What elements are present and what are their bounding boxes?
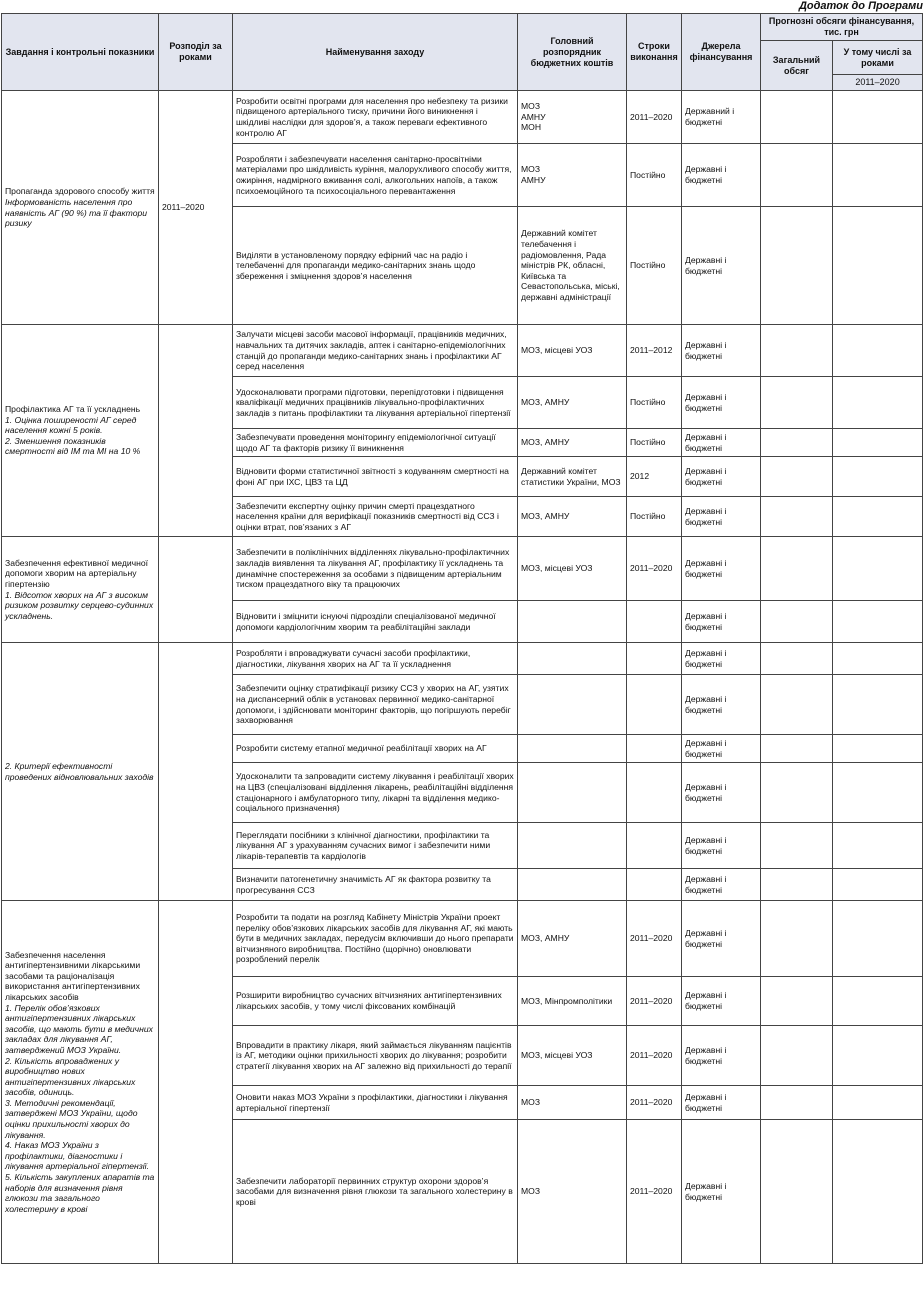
task-title: Пропаганда здорового способу життя [5, 186, 155, 197]
source-cell: Державні і бюджетні [682, 144, 761, 207]
year-amount-cell [833, 869, 923, 901]
measure-cell: Розробити та подати на розгляд Кабінету Міністрів України проект переліку обов’язкових лікарських засобів для лікування АГ, які мають бути в медичних закладах, передусім включивши до нього препарати вітчизняного виробництва. Постійно (щорічно) оновлювати розроблений перелік [233, 901, 518, 977]
deadline-cell: Постійно [627, 207, 682, 325]
task-cell [2, 325, 159, 537]
manager-cell: МОЗ [518, 1120, 627, 1264]
task-indicator: 2. Кількість впроваджених у виробництво нових антигіпертензивних лікарських засобів, одиниць. [5, 1055, 136, 1098]
task-cell [2, 537, 159, 643]
manager-cell: МОЗ, АМНУ [518, 377, 627, 429]
deadline-cell [627, 869, 682, 901]
manager-cell: МОЗ, місцеві УОЗ [518, 325, 627, 377]
deadline-cell: 2011–2012 [627, 325, 682, 377]
total-cell [761, 601, 833, 643]
source-cell: Державні і бюджетні [682, 1026, 761, 1086]
year-amount-cell [833, 823, 923, 869]
total-cell [761, 325, 833, 377]
task-indicator: 2. Критерії ефективності проведених відновлювальних заходів [5, 760, 154, 782]
manager-cell: МОЗ [518, 1086, 627, 1120]
source-cell: Державні і бюджетні [682, 823, 761, 869]
source-cell: Державні і бюджетні [682, 429, 761, 457]
task-title: Забезпечення населення антигіпертензивними лікарськими засобами та раціоналізація використання антигіпертензивних лікарських засобів [5, 949, 141, 1002]
measure-cell: Виділяти в установленому порядку ефірний час на радіо і телебаченні для пропаганди медико-санітарних знань щодо збереження і зміцнення здоров’я населення [233, 207, 518, 325]
deadline-cell: 2011–2020 [627, 1086, 682, 1120]
measure-cell: Розширити виробництво сучасних вітчизняних антигіпертензивних лікарських засобів, у тому числі фіксованих комбінацій [233, 977, 518, 1026]
total-cell [761, 1086, 833, 1120]
period-cell [159, 325, 233, 537]
source-cell: Державні і бюджетні [682, 977, 761, 1026]
total-cell [761, 763, 833, 823]
manager-cell [518, 763, 627, 823]
total-cell [761, 675, 833, 735]
period-cell: 2011–2020 [159, 91, 233, 325]
manager-cell [518, 823, 627, 869]
year-amount-cell [833, 377, 923, 429]
header-manager: Головний розпорядник бюджетних коштів [518, 14, 627, 91]
total-cell [761, 144, 833, 207]
manager-cell: МОЗ, Мінпромполітики [518, 977, 627, 1026]
total-cell [761, 901, 833, 977]
source-cell: Державні і бюджетні [682, 497, 761, 537]
table-header [2, 14, 923, 91]
task-cell [2, 91, 159, 325]
source-cell: Державні і бюджетні [682, 901, 761, 977]
source-cell: Державні і бюджетні [682, 537, 761, 601]
task-indicator: Інформованість населення про наявність АГ (90 %) та її фактори ризику [5, 196, 148, 229]
total-cell [761, 457, 833, 497]
table-row [2, 325, 923, 377]
deadline-cell: Постійно [627, 144, 682, 207]
source-cell: Державні і бюджетні [682, 735, 761, 763]
manager-cell [518, 869, 627, 901]
deadline-cell: 2011–2020 [627, 1120, 682, 1264]
manager-cell [518, 643, 627, 675]
task-title: Забезпечення ефективної медичної допомоги хворим на артеріальну гіпертензію [5, 557, 149, 589]
measure-cell: Удосконалювати програми підготовки, перепідготовки і підвищення кваліфікації медичних працівників лікувально-профілактичних закладів з питань профілактики та лікування артеріальної гіпертензії [233, 377, 518, 429]
source-cell: Державний і бюджетні [682, 91, 761, 144]
total-cell [761, 91, 833, 144]
task-cell [2, 643, 159, 901]
header-year-range: 2011–2020 [833, 75, 923, 91]
appendix-note: Додаток до Програми [798, 0, 923, 12]
year-amount-cell [833, 325, 923, 377]
manager-cell [518, 675, 627, 735]
total-cell [761, 1026, 833, 1086]
manager-cell: МОЗ АМНУ [518, 144, 627, 207]
manager-cell [518, 601, 627, 643]
task-indicator: 1. Оцінка поширеності АГ серед населення кожні 5 років. [5, 414, 137, 436]
table-row [2, 643, 923, 675]
manager-cell: МОЗ АМНУ МОН [518, 91, 627, 144]
header-total: Загальний обсяг [761, 41, 833, 91]
source-cell: Державні і бюджетні [682, 457, 761, 497]
table-body [2, 91, 923, 1264]
year-amount-cell [833, 901, 923, 977]
total-cell [761, 497, 833, 537]
measure-cell: Залучати місцеві засоби масової інформації, працівників медичних, навчальних та дитячих закладів, аптек і санітарно-епідеміологічних станцій до пропаганди медико-санітарних знань і профілактики АГ серед населення [233, 325, 518, 377]
deadline-cell [627, 601, 682, 643]
year-amount-cell [833, 207, 923, 325]
measure-cell: Визначити патогенетичну значимість АГ як фактора розвитку та прогресування ССЗ [233, 869, 518, 901]
year-amount-cell [833, 643, 923, 675]
deadline-cell [627, 735, 682, 763]
year-amount-cell [833, 537, 923, 601]
measure-cell: Розробити освітні програми для населення про небезпеку та ризики підвищеного артеріального тиску, причини його виникнення і шкідливі наслідки для здоров’я, а також переваги ефективного контролю АГ [233, 91, 518, 144]
deadline-cell [627, 675, 682, 735]
task-indicator: 2. Зменшення показників смертності від ІМ та МІ на 10 % [5, 435, 141, 457]
manager-cell: Державний комітет телебачення і радіомовлення, Рада міністрів РК, обласні, Київська та Севастопольська, міські, державні адміністрації [518, 207, 627, 325]
measure-cell: Відновити і зміцнити існуючі підрозділи спеціалізованої медичної допомоги кардіологічним хворим та реабілітаційні заклади [233, 601, 518, 643]
total-cell [761, 869, 833, 901]
total-cell [761, 207, 833, 325]
header-source: Джерела фінансування [682, 14, 761, 91]
manager-cell: МОЗ, АМНУ [518, 429, 627, 457]
manager-cell: МОЗ, АМНУ [518, 497, 627, 537]
header-including: У тому числі за роками [833, 41, 923, 75]
program-table [1, 13, 923, 1264]
total-cell [761, 823, 833, 869]
deadline-cell: Постійно [627, 497, 682, 537]
measure-cell: Забезпечити оцінку стратифікації ризику ССЗ у хворих на АГ, узятих на диспансерний облік в установах первинної медико-санітарної допомоги, і здійснювати моніторинг факторів, що погіршують перебіг захворювання [233, 675, 518, 735]
manager-cell: Державний комітет статистики України, МОЗ [518, 457, 627, 497]
manager-cell: МОЗ, місцеві УОЗ [518, 1026, 627, 1086]
source-cell: Державні і бюджетні [682, 869, 761, 901]
year-amount-cell [833, 1120, 923, 1264]
total-cell [761, 735, 833, 763]
year-amount-cell [833, 1086, 923, 1120]
manager-cell [518, 735, 627, 763]
measure-cell: Забезпечити в поліклінічних відділеннях лікувально-профілактичних закладів виявлення та лікування АГ, профілактику її ускладнень та динамічне спостереження за особами з підвищеним артеріальним тиском працездатного віку та працюючих [233, 537, 518, 601]
deadline-cell: 2011–2020 [627, 91, 682, 144]
measure-cell: Впровадити в практику лікаря, який займається лікуванням пацієнтів із АГ, методики оцінки прихильності хворих до лікування; розробити стратегії лікування хворих на АГ залежно від прихильності до терапії [233, 1026, 518, 1086]
year-amount-cell [833, 601, 923, 643]
task-indicator: 1. Перелік обов’язкових антигіпертензивних лікарських засобів, що мають бути в медичних закладах для лікування АГ, затверджений МОЗ України. [5, 1002, 153, 1055]
deadline-cell: 2011–2020 [627, 901, 682, 977]
total-cell [761, 643, 833, 675]
task-indicator: 4. Наказ МОЗ України з профілактики, діагностики і лікування артеріальної гіпертензії. [5, 1140, 149, 1172]
deadline-cell [627, 643, 682, 675]
source-cell: Державні і бюджетні [682, 325, 761, 377]
year-amount-cell [833, 675, 923, 735]
deadline-cell: Постійно [627, 377, 682, 429]
table-row [2, 901, 923, 977]
source-cell: Державні і бюджетні [682, 601, 761, 643]
source-cell: Державні і бюджетні [682, 377, 761, 429]
year-amount-cell [833, 429, 923, 457]
year-amount-cell [833, 763, 923, 823]
deadline-cell: Постійно [627, 429, 682, 457]
period-cell [159, 901, 233, 1264]
source-cell: Державні і бюджетні [682, 1120, 761, 1264]
measure-cell: Розробляти і впроваджувати сучасні засоби профілактики, діагностики, лікування хворих на АГ та її ускладнення [233, 643, 518, 675]
measure-cell: Розробляти і забезпечувати населення санітарно-просвітніми матеріалами про шкідливість куріння, малорухливого способу життя, ожиріння, надмірного вживання солі, алкогольних напоїв, а також психоемоційного та психосоціального перевантаження [233, 144, 518, 207]
measure-cell: Забезпечувати проведення моніторингу епідеміологічної ситуації щодо АГ та факторів ризику її виникнення [233, 429, 518, 457]
manager-cell: МОЗ, АМНУ [518, 901, 627, 977]
total-cell [761, 1120, 833, 1264]
deadline-cell [627, 763, 682, 823]
year-amount-cell [833, 144, 923, 207]
measure-cell: Оновити наказ МОЗ України з профілактики, діагностики і лікування артеріальної гіпертензії [233, 1086, 518, 1120]
measure-cell: Удосконалити та запровадити систему лікування і реабілітації хворих на ЦВЗ (спеціалізовані відділення лікарень, реабілітаційні відділення стаціонарного і амбулаторного типу, лікарні та відділення медико-соціального призначення) [233, 763, 518, 823]
measure-cell: Забезпечити лабораторії первинних структур охорони здоров’я засобами для визначення рівня глюкози та загального холестерину в крові [233, 1120, 518, 1264]
period-cell [159, 643, 233, 901]
total-cell [761, 537, 833, 601]
deadline-cell: 2012 [627, 457, 682, 497]
measure-cell: Розробити систему етапної медичної реабілітації хворих на АГ [233, 735, 518, 763]
year-amount-cell [833, 977, 923, 1026]
table-row [2, 537, 923, 601]
header-deadline: Строки виконання [627, 14, 682, 91]
task-cell [2, 901, 159, 1264]
year-amount-cell [833, 91, 923, 144]
source-cell: Державні і бюджетні [682, 1086, 761, 1120]
year-amount-cell [833, 457, 923, 497]
task-indicator: 1. Відсоток хворих на АГ з високим ризиком розвитку серцево-судинних ускладнень. [5, 589, 154, 621]
source-cell: Державні і бюджетні [682, 207, 761, 325]
task-indicator: 3. Методичні рекомендації, затверджені МОЗ України, щодо оцінки прихильності хворих до лікування. [5, 1097, 138, 1140]
task-title: Профілактика АГ та її ускладнень [5, 404, 141, 415]
header-task: Завдання і контрольні показники [2, 14, 159, 91]
measure-cell: Відновити форми статистичної звітності з кодуванням смертності на фоні АГ при ІХС, ЦВЗ та ЦД [233, 457, 518, 497]
table-row [2, 91, 923, 144]
year-amount-cell [833, 735, 923, 763]
source-cell: Державні і бюджетні [682, 675, 761, 735]
source-cell: Державні і бюджетні [682, 643, 761, 675]
total-cell [761, 377, 833, 429]
deadline-cell: 2011–2020 [627, 537, 682, 601]
measure-cell: Забезпечити експертну оцінку причин смерті працездатного населення країни для верифікації показників смертності від ССЗ і оцінки втрат, пов’язаних з АГ [233, 497, 518, 537]
total-cell [761, 429, 833, 457]
period-cell [159, 537, 233, 643]
manager-cell: МОЗ, місцеві УОЗ [518, 537, 627, 601]
task-indicator: 5. Кількість закуплених апаратів та наборів для визначення рівня глюкози та загального холестерину в крові [5, 1172, 155, 1214]
measure-cell: Переглядати посібники з клінічної діагностики, профілактики та лікування АГ з урахуванням сучасних вимог і забезпечити ними лікарів-терапевтів та кардіологів [233, 823, 518, 869]
header-forecast: Прогнозні обсяги фінансування, тис. грн [761, 14, 923, 41]
total-cell [761, 977, 833, 1026]
source-cell: Державні і бюджетні [682, 763, 761, 823]
year-amount-cell [833, 497, 923, 537]
deadline-cell: 2011–2020 [627, 1026, 682, 1086]
header-measure: Найменування заходу [233, 14, 518, 91]
deadline-cell: 2011–2020 [627, 977, 682, 1026]
year-amount-cell [833, 1026, 923, 1086]
deadline-cell [627, 823, 682, 869]
header-period: Розподіл за роками [159, 14, 233, 91]
